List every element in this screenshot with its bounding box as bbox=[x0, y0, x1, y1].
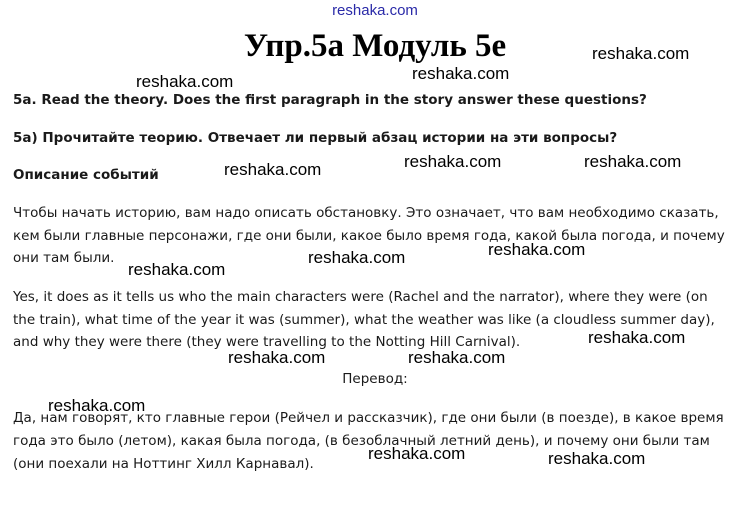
answer-line: Yes, it does as it tells us who the main characters were (Rachel and the narrator), where they were (on bbox=[13, 289, 708, 305]
translation-line: (они поехали на Ноттинг Хилл Карнавал). bbox=[13, 456, 314, 472]
watermark: reshaka.com bbox=[548, 449, 646, 468]
watermark: reshaka.com bbox=[308, 248, 406, 267]
watermark: reshaka.com bbox=[128, 260, 226, 279]
watermark: reshaka.com bbox=[412, 64, 510, 83]
translation-label: Перевод: bbox=[342, 371, 408, 387]
watermark: reshaka.com bbox=[588, 328, 686, 347]
watermark: reshaka.com bbox=[408, 348, 506, 367]
task-russian: 5а) Прочитайте теорию. Отвечает ли первый абзац истории на эти вопросы? bbox=[13, 130, 618, 146]
answer-line: and why they were there (they were travelling to the Notting Hill Carnival). bbox=[13, 334, 521, 350]
task-english: 5a. Read the theory. Does the first paragraph in the story answer these questions? bbox=[13, 92, 647, 108]
watermark: reshaka.com bbox=[404, 152, 502, 171]
watermark: reshaka.com bbox=[228, 348, 326, 367]
watermark: reshaka.com bbox=[136, 72, 234, 91]
theory-line: Чтобы начать историю, вам надо описать обстановку. Это означает, что вам необходимо сказать, bbox=[13, 205, 719, 221]
watermark: reshaka.com bbox=[488, 240, 586, 259]
theory-line: они там были. bbox=[13, 250, 115, 266]
watermark: reshaka.com bbox=[592, 44, 690, 63]
translation-line: Да, нам говорят, кто главные герои (Рейчел и рассказчик), где они были (в поезде), в какое время bbox=[13, 410, 724, 426]
watermark: reshaka.com bbox=[584, 152, 682, 171]
watermark: reshaka.com bbox=[48, 396, 146, 415]
watermark: reshaka.com bbox=[224, 160, 322, 179]
site-link[interactable]: reshaka.com bbox=[332, 2, 418, 19]
watermark: reshaka.com bbox=[368, 444, 466, 463]
page-title: Упр.5a Модуль 5e bbox=[243, 28, 507, 64]
answer-line: the train), what time of the year it was (summer), what the weather was like (a cloudless summer day), bbox=[13, 312, 715, 328]
translation-line: года это было (летом), какая была погода, (в безоблачный летний день), и почему они были там bbox=[13, 433, 710, 449]
theory-line: кем были главные персонажи, где они были, какое было время года, какой была погода, и почему bbox=[13, 228, 725, 244]
section-heading: Описание событий bbox=[13, 167, 159, 183]
